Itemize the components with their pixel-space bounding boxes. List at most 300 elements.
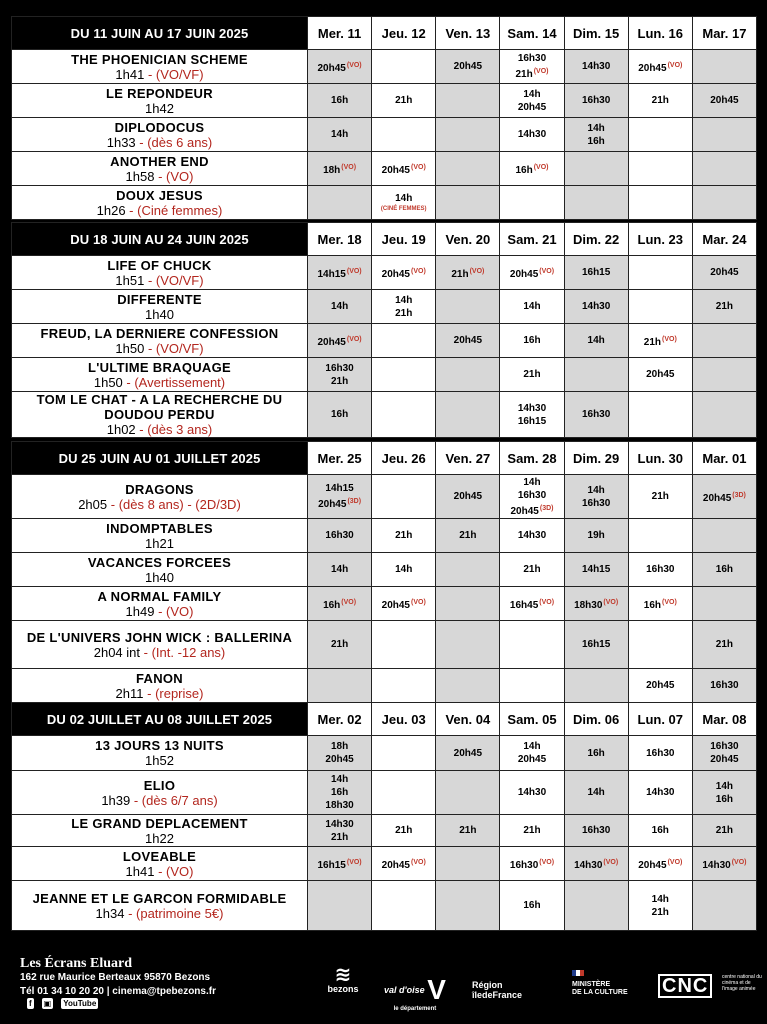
film-title: FANON: [136, 670, 183, 686]
showtime-cell[interactable]: [308, 392, 372, 438]
showtime[interactable]: [308, 818, 371, 831]
showtime-cell[interactable]: [372, 186, 436, 220]
showtime[interactable]: [629, 596, 692, 612]
showtime[interactable]: [629, 824, 692, 837]
showtime-time: 16h30: [509, 859, 539, 871]
showtime-time: 21h: [395, 95, 413, 106]
showtime-time: 14h: [651, 893, 669, 905]
showtime-time: 20h45: [638, 62, 667, 74]
showtime-cell: [500, 669, 564, 703]
film-title: A NORMAL FAMILY: [97, 588, 222, 604]
showtime[interactable]: [308, 831, 371, 844]
film-details: 1h39 - (dès 6/7 ans): [101, 792, 218, 808]
showtime-cell[interactable]: [308, 290, 372, 324]
showtime-cell: [308, 186, 372, 220]
showtime[interactable]: [500, 824, 563, 837]
showtime-cell[interactable]: [628, 771, 692, 815]
showtime[interactable]: [308, 529, 371, 542]
showtime-cell[interactable]: [628, 358, 692, 392]
film-info: [12, 290, 308, 324]
showtime-time: 20h45: [510, 505, 539, 517]
showtime-cell: [692, 358, 756, 392]
film-row: [12, 815, 757, 847]
showtime-time: 21h: [330, 375, 349, 387]
film-duration: 2h11: [115, 685, 144, 701]
showtime[interactable]: [565, 300, 628, 313]
showtime[interactable]: [629, 893, 692, 906]
showtime[interactable]: [372, 529, 435, 542]
showtime[interactable]: [500, 65, 563, 81]
showtime-cell[interactable]: [564, 118, 628, 152]
showtime[interactable]: [565, 484, 628, 497]
showtime[interactable]: [308, 740, 371, 753]
showtime-cell[interactable]: [308, 587, 372, 621]
showtime-time: 20h45: [646, 680, 675, 691]
showtime-cell: [628, 290, 692, 324]
showtime-tag: (VO): [731, 858, 747, 866]
showtime[interactable]: [565, 638, 628, 651]
showtime[interactable]: [500, 753, 563, 766]
showtime-cell[interactable]: [564, 771, 628, 815]
film-info: [12, 881, 308, 931]
showtime-time: 14h30: [574, 859, 603, 871]
showtime-cell[interactable]: [500, 475, 564, 519]
showtime[interactable]: [308, 638, 371, 651]
showtime-cell: [692, 587, 756, 621]
facebook-icon[interactable]: f: [29, 999, 32, 1008]
showtime-cell[interactable]: [308, 118, 372, 152]
showtime-cell[interactable]: [372, 152, 436, 186]
showtime-cell: [436, 358, 500, 392]
showtime-tag: (VO): [533, 163, 549, 171]
showtime-cell[interactable]: [564, 84, 628, 118]
showtime-cell[interactable]: [564, 392, 628, 438]
showtime-cell[interactable]: [308, 736, 372, 771]
showtime[interactable]: [629, 94, 692, 107]
showtime[interactable]: [500, 161, 563, 177]
showtime[interactable]: [693, 856, 756, 872]
showtime[interactable]: [308, 596, 371, 612]
showtime[interactable]: [500, 415, 563, 428]
showtime-cell[interactable]: [564, 736, 628, 771]
showtime[interactable]: [629, 490, 692, 503]
showtime[interactable]: [372, 307, 435, 320]
youtube-icon[interactable]: YouTube: [63, 999, 97, 1008]
showtime-time: 14h: [395, 193, 413, 204]
showtime-time: 14h15: [317, 268, 346, 280]
showtime-cell: [692, 881, 756, 931]
showtime-cell: [372, 669, 436, 703]
showtime-cell[interactable]: [436, 736, 500, 771]
showtime-time: 16h30: [325, 530, 354, 541]
showtime[interactable]: [308, 128, 371, 141]
showtime[interactable]: [500, 52, 563, 65]
showtime[interactable]: [372, 192, 435, 205]
showtime-cell[interactable]: [500, 771, 564, 815]
showtime-cell[interactable]: [564, 475, 628, 519]
showtime-time: 16h: [523, 900, 541, 911]
showtime-cell[interactable]: [308, 475, 372, 519]
showtime-cell[interactable]: [436, 519, 500, 553]
showtime-cell[interactable]: [372, 553, 436, 587]
showtime[interactable]: [629, 368, 692, 381]
showtime[interactable]: [565, 824, 628, 837]
film-duration: 1h51: [115, 272, 145, 288]
showtime-tag: (VO): [667, 858, 683, 866]
showtime[interactable]: [500, 899, 563, 912]
showtime[interactable]: [629, 563, 692, 576]
showtime-cell[interactable]: [628, 881, 692, 931]
showtime[interactable]: [436, 265, 499, 281]
film-info: [12, 475, 308, 519]
film-title: DIFFERENTE: [117, 291, 202, 307]
showtime[interactable]: [308, 786, 371, 799]
showtime-cell[interactable]: [308, 621, 372, 669]
showtime-cell[interactable]: [500, 553, 564, 587]
showtime[interactable]: [436, 490, 499, 503]
showtime[interactable]: [436, 747, 499, 760]
showtime-time: 14h30: [702, 859, 731, 871]
showtime[interactable]: [565, 122, 628, 135]
social-links: [27, 998, 98, 1009]
showtime-time: 21h: [715, 301, 734, 312]
showtime[interactable]: [629, 679, 692, 692]
showtime[interactable]: [693, 824, 756, 837]
showtime-cell[interactable]: [564, 553, 628, 587]
showtime-cell[interactable]: [628, 324, 692, 358]
showtime[interactable]: [372, 563, 435, 576]
showtime[interactable]: [693, 94, 756, 107]
showtime-cell: [436, 771, 500, 815]
film-details: 1h50 - (VO/VF): [115, 340, 204, 356]
film-info: [12, 50, 308, 84]
showtime-cell[interactable]: [500, 392, 564, 438]
showtime-time: 16h: [587, 747, 605, 759]
showtime-cell[interactable]: [564, 519, 628, 553]
showtime[interactable]: [308, 773, 371, 786]
showtime-cell[interactable]: [372, 290, 436, 324]
showtime-cell[interactable]: [628, 815, 692, 847]
showtime-cell: [436, 392, 500, 438]
showtime-cell[interactable]: [372, 587, 436, 621]
showtime[interactable]: [500, 740, 563, 753]
showtime-cell[interactable]: [692, 553, 756, 587]
showtime[interactable]: [693, 489, 756, 505]
showtime[interactable]: [693, 638, 756, 651]
showtime[interactable]: [436, 824, 499, 837]
showtime[interactable]: [693, 300, 756, 313]
instagram-icon[interactable]: ▣: [43, 999, 52, 1008]
showtime-time: 21h: [643, 336, 661, 348]
showtime[interactable]: [500, 563, 563, 576]
showtime-cell[interactable]: [372, 84, 436, 118]
showtime-cell[interactable]: [308, 519, 372, 553]
film-title: ANOTHER END: [110, 153, 209, 169]
showtime[interactable]: [308, 94, 371, 107]
showtime-cell[interactable]: [500, 736, 564, 771]
showtime-cell[interactable]: [372, 847, 436, 881]
film-duration: 2h05: [78, 496, 108, 512]
showtime[interactable]: [500, 265, 563, 281]
showtime[interactable]: [372, 596, 435, 612]
showtime-cell[interactable]: [628, 553, 692, 587]
showtime-cell[interactable]: [564, 324, 628, 358]
showtime-time: 20h45: [325, 754, 354, 765]
showtime-time: 20h45: [638, 859, 667, 871]
showtime-time: 16h30: [517, 489, 547, 501]
showtime-cell: [628, 519, 692, 553]
showtime[interactable]: [500, 88, 563, 101]
showtime-cell[interactable]: [628, 50, 692, 84]
showtime-cell[interactable]: [564, 815, 628, 847]
film-duration: 1h22: [145, 830, 174, 846]
film-extra: (VO/VF): [155, 272, 204, 288]
showtime-cell[interactable]: [628, 847, 692, 881]
showtime[interactable]: [565, 60, 628, 73]
showtime-cell[interactable]: [500, 50, 564, 84]
showtime-cell[interactable]: [500, 256, 564, 290]
showtime[interactable]: [372, 265, 435, 281]
showtime-cell: [308, 669, 372, 703]
showtime[interactable]: [500, 786, 563, 799]
showtime-cell[interactable]: [500, 587, 564, 621]
showtime-cell[interactable]: [564, 621, 628, 669]
showtime-time: 14h: [523, 741, 541, 752]
film-info: [12, 587, 308, 621]
showtime[interactable]: [308, 856, 371, 872]
showtime[interactable]: [308, 362, 371, 375]
showtime-cell[interactable]: [500, 152, 564, 186]
showtime[interactable]: [500, 502, 563, 518]
showtime[interactable]: [565, 497, 628, 510]
showtime[interactable]: [693, 563, 756, 576]
showtime[interactable]: [436, 60, 499, 73]
showtime[interactable]: [565, 596, 628, 612]
film-info: [12, 736, 308, 771]
showtime[interactable]: [629, 856, 692, 872]
day-header: Dim. 15: [564, 17, 628, 50]
showtime[interactable]: [436, 529, 499, 542]
showtime-time: 14h30: [646, 787, 675, 798]
showtime-cell[interactable]: [500, 815, 564, 847]
showtime-cell[interactable]: [500, 847, 564, 881]
film-details: [12, 753, 307, 768]
film-row: [12, 290, 757, 324]
week-range: DU 11 JUIN AU 17 JUIN 2025: [12, 17, 308, 50]
showtime[interactable]: [629, 747, 692, 760]
showtime-cell[interactable]: [500, 118, 564, 152]
showtime[interactable]: [565, 408, 628, 421]
showtime-cell[interactable]: [564, 50, 628, 84]
showtime-cell: [372, 392, 436, 438]
film-extra: (Avertissement): [134, 374, 226, 390]
showtime[interactable]: [308, 161, 371, 177]
showtime-cell[interactable]: [564, 290, 628, 324]
showtime[interactable]: [372, 94, 435, 107]
film-title: L'ULTIME BRAQUAGE: [88, 359, 231, 375]
showtime[interactable]: [500, 334, 563, 347]
film-title: DRAGONS: [125, 481, 194, 497]
showtime-time: 20h45: [509, 268, 539, 280]
showtime[interactable]: [308, 799, 371, 812]
showtime-cell[interactable]: [692, 84, 756, 118]
showtime[interactable]: [500, 856, 563, 872]
showtime-cell[interactable]: [628, 669, 692, 703]
showtime-tag: (VO): [346, 335, 362, 343]
showtime-cell[interactable]: [628, 587, 692, 621]
film-row: [12, 358, 757, 392]
showtime[interactable]: [565, 786, 628, 799]
showtime-cell: [500, 186, 564, 220]
showtime[interactable]: [308, 59, 371, 75]
showtime-cell[interactable]: [372, 815, 436, 847]
showtime[interactable]: [565, 94, 628, 107]
showtime-cell[interactable]: [692, 621, 756, 669]
showtime[interactable]: [565, 135, 628, 148]
showtime[interactable]: [500, 101, 563, 114]
showtime-cell[interactable]: [308, 256, 372, 290]
showtime[interactable]: [308, 408, 371, 421]
showtime[interactable]: [372, 294, 435, 307]
showtime-cell[interactable]: [564, 847, 628, 881]
showtime-cell[interactable]: [628, 736, 692, 771]
showtime-tag: (VO): [539, 858, 555, 866]
showtime[interactable]: [565, 266, 628, 279]
showtime-cell[interactable]: [436, 475, 500, 519]
showtime-cell[interactable]: [500, 358, 564, 392]
showtime[interactable]: [693, 740, 756, 753]
film-details: [12, 831, 307, 846]
showtime[interactable]: [308, 563, 371, 576]
cnc-description: centre national du cinéma et de l'image animée: [722, 974, 762, 992]
showtime-time: 20h45: [517, 754, 547, 765]
showtime[interactable]: [565, 563, 628, 576]
showtime-cell[interactable]: [500, 881, 564, 931]
showtime-cell[interactable]: [308, 815, 372, 847]
showtime[interactable]: [308, 495, 371, 511]
showtime-cell: [628, 186, 692, 220]
showtime-cell[interactable]: [564, 256, 628, 290]
showtime[interactable]: [500, 476, 563, 489]
showtime[interactable]: [500, 529, 563, 542]
showtime[interactable]: [629, 333, 692, 349]
showtime-cell[interactable]: [692, 290, 756, 324]
showtime-cell: [692, 50, 756, 84]
showtime[interactable]: [500, 402, 563, 415]
showtime-cell[interactable]: [692, 475, 756, 519]
week-table: [11, 222, 757, 438]
showtime-cell[interactable]: [500, 324, 564, 358]
showtime-cell[interactable]: [500, 290, 564, 324]
film-info: [12, 186, 308, 220]
showtime[interactable]: [500, 489, 563, 502]
showtime-cell[interactable]: [436, 256, 500, 290]
showtime[interactable]: [629, 786, 692, 799]
showtime-time: 14h: [587, 335, 605, 346]
showtime-cell[interactable]: [500, 84, 564, 118]
showtime-cell[interactable]: [436, 324, 500, 358]
showtime[interactable]: [500, 128, 563, 141]
film-extra: (VO): [166, 603, 194, 619]
showtime-cell: [436, 587, 500, 621]
showtime-time: 14h: [395, 294, 413, 306]
showtime-cell[interactable]: [308, 553, 372, 587]
showtime-cell[interactable]: [308, 152, 372, 186]
showtime-cell[interactable]: [692, 847, 756, 881]
showtime[interactable]: [693, 679, 756, 692]
showtime-cell[interactable]: [628, 84, 692, 118]
showtime-cell[interactable]: [308, 847, 372, 881]
showtime[interactable]: [500, 596, 563, 612]
showtime-cell[interactable]: [308, 84, 372, 118]
showtime[interactable]: [565, 334, 628, 347]
showtime[interactable]: [308, 265, 371, 281]
showtime[interactable]: [308, 753, 371, 766]
showtime[interactable]: [693, 266, 756, 279]
showtime-time: 14h: [395, 564, 413, 575]
showtime[interactable]: [565, 747, 628, 760]
showtime-time: 18h: [330, 741, 349, 752]
showtime-cell[interactable]: [436, 815, 500, 847]
showtime[interactable]: [308, 482, 371, 495]
showtime-time: 21h: [715, 825, 734, 836]
showtime[interactable]: [372, 856, 435, 872]
showtime-tag: (VO): [662, 335, 677, 343]
showtime-cell[interactable]: [692, 669, 756, 703]
showtime-cell[interactable]: [372, 519, 436, 553]
showtime-cell[interactable]: [692, 771, 756, 815]
showtime[interactable]: [693, 780, 756, 793]
showtime-cell: [372, 475, 436, 519]
film-title: LIFE OF CHUCK: [107, 257, 212, 273]
showtime-cell[interactable]: [628, 475, 692, 519]
day-header: Dim. 22: [564, 223, 628, 256]
showtime-time: 14h: [587, 484, 605, 496]
showtime-cell[interactable]: [308, 358, 372, 392]
showtime-cell[interactable]: [308, 324, 372, 358]
showtime[interactable]: [693, 753, 756, 766]
showtime[interactable]: [372, 824, 435, 837]
showtime-time: 14h30: [517, 787, 547, 798]
showtime-cell[interactable]: [692, 736, 756, 771]
showtime-cell[interactable]: [564, 587, 628, 621]
showtime[interactable]: [308, 375, 371, 388]
film-info: [12, 118, 308, 152]
showtime[interactable]: [629, 906, 692, 919]
showtime[interactable]: [629, 59, 692, 75]
showtime[interactable]: [500, 300, 563, 313]
showtime-cell: [564, 152, 628, 186]
showtime-cell[interactable]: [692, 256, 756, 290]
showtime[interactable]: [372, 161, 435, 177]
showtime-cell[interactable]: [308, 771, 372, 815]
showtime-cell[interactable]: [436, 50, 500, 84]
showtime-cell[interactable]: [500, 519, 564, 553]
film-title: VACANCES FORCEES: [87, 554, 232, 570]
showtime[interactable]: [693, 793, 756, 806]
showtime[interactable]: [565, 529, 628, 542]
showtime-cell[interactable]: [308, 50, 372, 84]
showtime[interactable]: [436, 334, 499, 347]
showtime-cell[interactable]: [692, 815, 756, 847]
showtime[interactable]: [308, 333, 371, 349]
showtime-cell[interactable]: [372, 256, 436, 290]
cinema-contact[interactable]: Tél 01 34 10 20 20 | cinema@tpebezons.fr: [20, 986, 216, 997]
showtime[interactable]: [565, 856, 628, 872]
film-extra: (Int. -12 ans): [151, 644, 226, 660]
showtime[interactable]: [500, 368, 563, 381]
showtime[interactable]: [308, 300, 371, 313]
